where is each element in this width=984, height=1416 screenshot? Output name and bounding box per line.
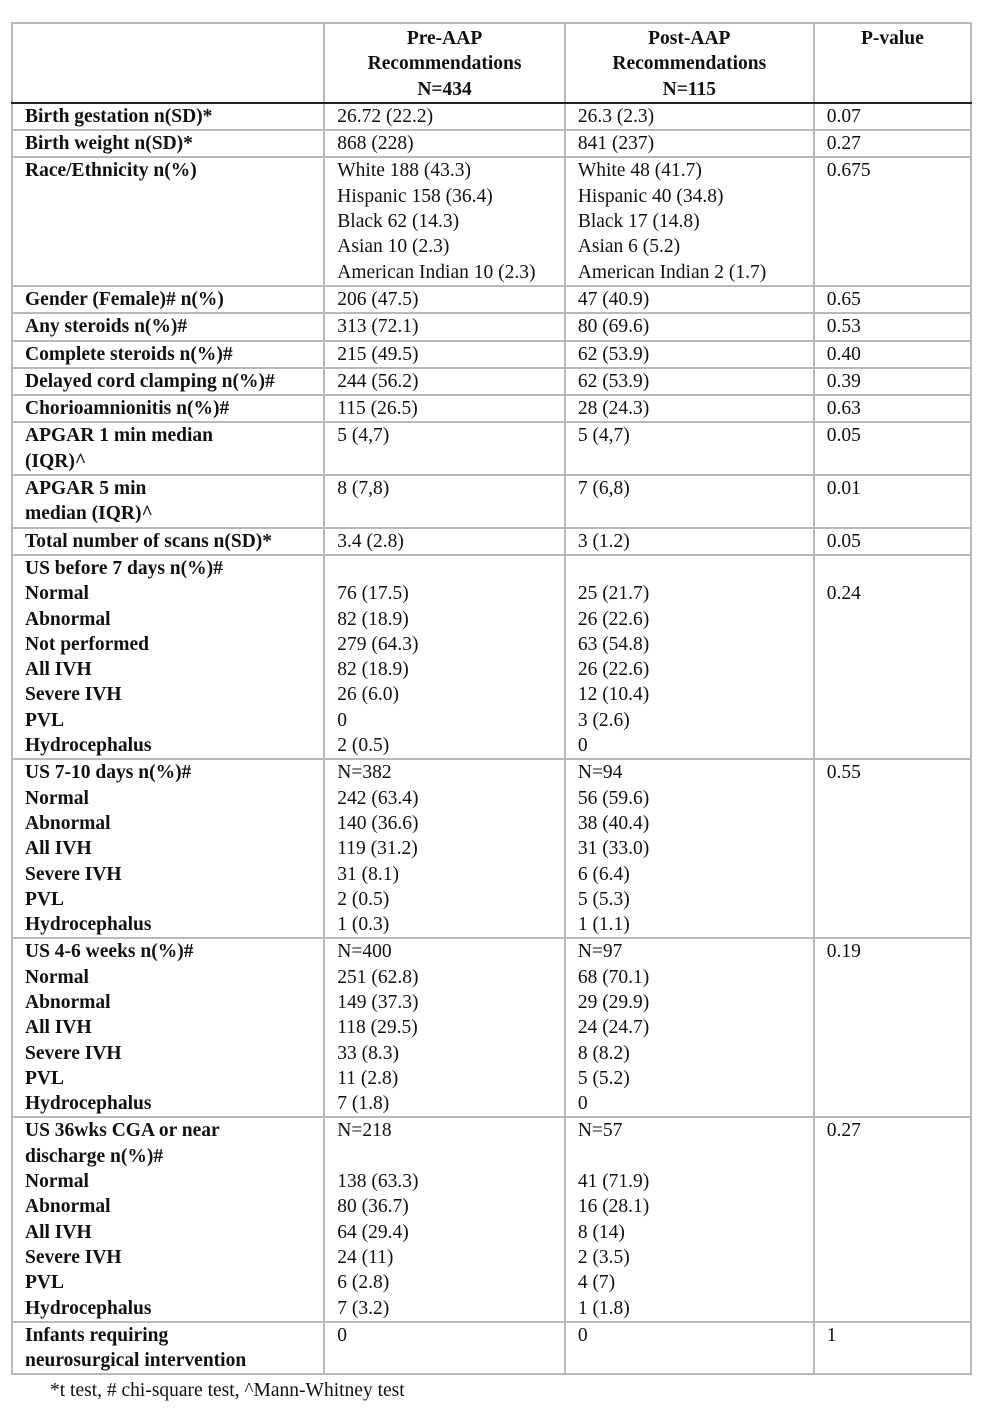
cell-line: 279 (64.3)	[337, 633, 419, 655]
table-footnote: *t test, # chi-square test, ^Mann-Whitney test	[50, 1380, 405, 1401]
cell-line: Gender (Female)# n(%)	[25, 288, 224, 310]
p-value-cell	[814, 103, 971, 130]
table-body	[12, 103, 971, 1375]
cell-line: 11 (2.8)	[337, 1067, 399, 1089]
cell-line: All IVH	[25, 1221, 92, 1243]
cell-line	[337, 556, 564, 581]
pre-aap-cell	[324, 157, 565, 285]
cell-line: 206 (47.5)	[337, 288, 419, 310]
cell-line: 7 (3.2)	[337, 1297, 390, 1319]
cell-line: N=382	[337, 762, 392, 784]
cell-line: 31 (8.1)	[337, 863, 400, 885]
cell-line: 38 (40.4)	[577, 812, 650, 834]
cell-line: 0	[577, 1093, 588, 1115]
cell-line: 115 (26.5)	[337, 398, 418, 420]
p-value-cell	[814, 341, 971, 368]
table-row	[12, 341, 971, 368]
cell-line: 3.4 (2.8)	[337, 530, 404, 552]
cell-line: 29 (29.9)	[577, 991, 650, 1013]
p-value-cell	[814, 1322, 971, 1375]
cell-line: Total number of scans n(SD)*	[25, 530, 273, 552]
p-value-cell	[814, 528, 971, 555]
cell-line: Infants requiring	[25, 1324, 169, 1346]
row-label-cell	[12, 313, 324, 340]
cell-line: 3 (2.6)	[577, 709, 630, 731]
cell-line: 5 (5.2)	[577, 1067, 630, 1089]
cell-line: Hispanic 40 (34.8)	[577, 185, 724, 207]
cell-line: 56 (59.6)	[577, 787, 650, 809]
cell-line: discharge n(%)#	[25, 1145, 164, 1167]
cell-line: 33 (8.3)	[337, 1042, 400, 1064]
cell-line: Normal	[25, 1171, 89, 1193]
cell-line: 0.65	[826, 288, 861, 310]
cell-line	[578, 556, 813, 581]
cell-line: 1	[826, 1324, 837, 1346]
header-line: Post-AAP	[648, 28, 731, 49]
cell-line: 63 (54.8)	[577, 633, 650, 655]
pre-aap-cell	[324, 475, 565, 528]
cell-line: Complete steroids n(%)#	[25, 343, 233, 365]
p-value-cell	[814, 1117, 971, 1321]
table-row	[12, 475, 971, 528]
cell-line: 242 (63.4)	[337, 787, 419, 809]
pre-aap-cell	[324, 341, 565, 368]
cell-line: 62 (53.9)	[577, 370, 650, 392]
cell-line: 0	[337, 709, 348, 731]
cell-line: US 7-10 days n(%)#	[25, 762, 192, 784]
cell-line: 31 (33.0)	[577, 838, 650, 860]
cell-line: 0.27	[826, 133, 861, 155]
cell-line: 24 (24.7)	[577, 1017, 650, 1039]
cell-line: 76 (17.5)	[337, 583, 409, 605]
cell-line: 64 (29.4)	[337, 1221, 409, 1243]
cell-line: Asian 6 (5.2)	[577, 236, 681, 258]
post-aap-cell	[565, 103, 814, 130]
cell-line: 0.53	[826, 316, 861, 338]
cell-line: Any steroids n(%)#	[25, 316, 188, 338]
post-aap-cell	[565, 475, 814, 528]
cell-line: 5 (5.3)	[577, 888, 630, 910]
row-label-cell	[12, 157, 324, 285]
cell-line: 0.07	[826, 105, 861, 127]
cell-line: APGAR 5 min	[25, 478, 147, 500]
cell-line: Hydrocephalus	[25, 1297, 152, 1319]
cell-line: American Indian 2 (1.7)	[577, 261, 767, 283]
post-aap-cell	[565, 157, 814, 285]
pre-aap-cell	[324, 528, 565, 555]
cell-line: N=97	[577, 941, 623, 963]
cell-line: 24 (11)	[337, 1246, 394, 1268]
cell-line: 0.05	[826, 425, 861, 447]
cell-line: 26 (22.6)	[577, 608, 650, 630]
pre-aap-cell	[324, 938, 565, 1117]
cell-line: Birth gestation n(SD)*	[25, 105, 213, 127]
cell-line: 26 (22.6)	[577, 659, 650, 681]
cell-line: 149 (37.3)	[337, 991, 419, 1013]
cell-line: 47 (40.9)	[577, 288, 650, 310]
cell-line: Severe IVH	[25, 863, 122, 885]
cell-line: 41 (71.9)	[577, 1171, 650, 1193]
cell-line: 1 (0.3)	[337, 914, 390, 936]
cell-line: 80 (36.7)	[337, 1196, 409, 1218]
cell-line: 0	[577, 1324, 588, 1346]
cell-line: 0.05	[826, 530, 861, 552]
row-label-cell	[12, 103, 324, 130]
header-cell-p-value	[814, 23, 971, 103]
table-row	[12, 555, 971, 759]
cell-line: 0	[337, 1324, 348, 1346]
p-value-cell	[814, 938, 971, 1117]
cell-line: PVL	[25, 709, 64, 731]
cell-line: Chorioamnionitis n(%)#	[25, 398, 230, 420]
cell-line: 2 (0.5)	[337, 888, 390, 910]
cell-line: Black 62 (14.3)	[337, 211, 460, 233]
cell-line: Delayed cord clamping n(%)#	[25, 370, 275, 392]
cell-line: 7 (1.8)	[337, 1093, 390, 1115]
cell-line: 0.55	[826, 762, 861, 784]
pre-aap-cell	[324, 130, 565, 157]
cell-line: Normal	[25, 787, 89, 809]
post-aap-cell	[565, 422, 814, 475]
row-label-cell	[12, 938, 324, 1117]
p-value-cell	[814, 313, 971, 340]
post-aap-cell	[565, 555, 814, 759]
cell-line: 5 (4,7)	[577, 425, 630, 447]
cell-line: PVL	[25, 1067, 64, 1089]
cell-line: N=218	[337, 1120, 392, 1142]
table-row	[12, 759, 971, 938]
cell-line: 0.27	[826, 1120, 861, 1142]
p-value-cell	[814, 395, 971, 422]
cell-line: 8 (8.2)	[577, 1042, 630, 1064]
cell-line: Severe IVH	[25, 1246, 122, 1268]
cell-line: 0.63	[826, 398, 861, 420]
table-row	[12, 286, 971, 313]
post-aap-cell	[565, 759, 814, 938]
pre-aap-cell	[324, 1117, 565, 1321]
cell-line: 12 (10.4)	[577, 684, 650, 706]
cell-line: 2 (0.5)	[337, 735, 390, 757]
post-aap-cell	[565, 1117, 814, 1321]
cell-line: 4 (7)	[577, 1272, 616, 1294]
header-cell-pre-aap	[324, 23, 565, 103]
cell-line: US 36wks CGA or near	[25, 1120, 220, 1142]
pre-aap-cell	[324, 395, 565, 422]
row-label-cell	[12, 395, 324, 422]
cell-line: N=400	[337, 941, 392, 963]
cell-line: Abnormal	[25, 608, 111, 630]
cell-line: 26 (6.0)	[337, 684, 400, 706]
post-aap-cell	[565, 341, 814, 368]
p-value-cell	[814, 475, 971, 528]
cell-line: 82 (18.9)	[337, 608, 409, 630]
cell-line: APGAR 1 min median	[25, 425, 213, 447]
cell-line: 251 (62.8)	[337, 966, 419, 988]
cell-line: Not performed	[25, 633, 149, 655]
post-aap-cell	[565, 286, 814, 313]
row-label-cell	[12, 1322, 324, 1375]
post-aap-cell	[565, 528, 814, 555]
cell-line: 16 (28.1)	[577, 1196, 650, 1218]
cell-line: 6 (6.4)	[577, 863, 630, 885]
header-row	[12, 23, 971, 103]
cell-line: All IVH	[25, 659, 92, 681]
cell-line: 868 (228)	[337, 133, 414, 155]
cell-line: 8 (14)	[577, 1221, 625, 1243]
cell-line: 118 (29.5)	[337, 1017, 418, 1039]
table-row	[12, 130, 971, 157]
table-row	[12, 422, 971, 475]
pre-aap-cell	[324, 368, 565, 395]
row-label-cell	[12, 555, 324, 759]
cell-line: American Indian 10 (2.3)	[337, 261, 536, 283]
cell-line: 6 (2.8)	[337, 1272, 390, 1294]
cell-line: Hispanic 158 (36.4)	[337, 185, 493, 207]
pre-aap-cell	[324, 422, 565, 475]
cell-line: 0	[577, 735, 588, 757]
table-row	[12, 1117, 971, 1321]
p-value-cell	[814, 130, 971, 157]
cell-line: 5 (4,7)	[337, 425, 390, 447]
p-value-cell	[814, 555, 971, 759]
cell-line: PVL	[25, 888, 64, 910]
cell-line: 0.39	[826, 370, 861, 392]
table-row	[12, 395, 971, 422]
cell-line	[827, 556, 970, 581]
cell-line: All IVH	[25, 838, 92, 860]
header-line: N=115	[662, 78, 716, 100]
row-label-cell	[12, 759, 324, 938]
cell-line: Abnormal	[25, 1196, 111, 1218]
cell-line: Black 17 (14.8)	[577, 211, 700, 233]
header-line: Recommendations	[367, 53, 522, 75]
cell-line: neurosurgical intervention	[25, 1350, 247, 1372]
header-line: N=434	[417, 78, 472, 100]
row-label-cell	[12, 368, 324, 395]
cell-line: White 188 (43.3)	[337, 160, 472, 182]
cell-line: Normal	[25, 583, 89, 605]
cell-line: US before 7 days n(%)#	[25, 557, 223, 579]
post-aap-cell	[565, 368, 814, 395]
pre-aap-cell	[324, 286, 565, 313]
header-cell-blank	[12, 23, 324, 103]
cell-line: N=57	[577, 1120, 623, 1142]
row-label-cell	[12, 130, 324, 157]
cell-line: Hydrocephalus	[25, 914, 152, 936]
row-label-cell	[12, 475, 324, 528]
cell-line: 82 (18.9)	[337, 659, 409, 681]
cell-line: N=94	[577, 762, 623, 784]
cell-line: White 48 (41.7)	[577, 160, 702, 182]
table-row	[12, 103, 971, 130]
row-label-cell	[12, 422, 324, 475]
cell-line: 0.675	[826, 160, 871, 182]
cell-line: 28 (24.3)	[577, 398, 650, 420]
table-row	[12, 1322, 971, 1375]
cell-line: US 4-6 weeks n(%)#	[25, 941, 194, 963]
cell-line: 7 (6,8)	[577, 478, 630, 500]
table-row	[12, 157, 971, 285]
row-label-cell	[12, 528, 324, 555]
table-row	[12, 528, 971, 555]
cell-line: 140 (36.6)	[337, 812, 419, 834]
cell-line: Hydrocephalus	[25, 1093, 152, 1115]
p-value-cell	[814, 759, 971, 938]
cell-line: Severe IVH	[25, 1042, 122, 1064]
cell-line: 25 (21.7)	[577, 583, 650, 605]
row-label-cell	[12, 1117, 324, 1321]
header-line: Recommendations	[612, 53, 767, 75]
cell-line: 841 (237)	[577, 133, 655, 155]
cell-line: 2 (3.5)	[577, 1246, 630, 1268]
cell-line: Birth weight n(SD)*	[25, 133, 193, 155]
p-value-cell	[814, 368, 971, 395]
cell-line: 0.01	[826, 478, 861, 500]
cell-line: Asian 10 (2.3)	[337, 236, 450, 258]
cell-line: All IVH	[25, 1017, 92, 1039]
cell-line: Abnormal	[25, 991, 111, 1013]
cell-line: 138 (63.3)	[337, 1171, 419, 1193]
cell-line: median (IQR)^	[25, 503, 153, 525]
header-line: P-value	[860, 28, 924, 49]
cell-line: 3 (1.2)	[577, 530, 630, 552]
p-value-cell	[814, 422, 971, 475]
cell-line: Abnormal	[25, 812, 111, 834]
cell-line: 26.72 (22.2)	[337, 105, 434, 127]
pre-aap-cell	[324, 759, 565, 938]
cell-line: 62 (53.9)	[577, 343, 650, 365]
p-value-cell	[814, 286, 971, 313]
cell-line: Severe IVH	[25, 684, 122, 706]
cell-line: 0.24	[826, 583, 861, 605]
cell-line: (IQR)^	[25, 450, 87, 472]
pre-aap-cell	[324, 1322, 565, 1375]
post-aap-cell	[565, 395, 814, 422]
pre-aap-cell	[324, 103, 565, 130]
row-label-cell	[12, 341, 324, 368]
p-value-cell	[814, 157, 971, 285]
cell-line: 215 (49.5)	[337, 343, 419, 365]
header-cell-post-aap	[565, 23, 814, 103]
pre-aap-cell	[324, 313, 565, 340]
cell-line: 1 (1.1)	[577, 914, 630, 936]
cell-line: PVL	[25, 1272, 64, 1294]
cell-line: 68 (70.1)	[577, 966, 650, 988]
cell-line: 8 (7,8)	[337, 478, 390, 500]
cell-line: 313 (72.1)	[337, 316, 419, 338]
header-blank-line	[17, 26, 319, 51]
cell-line	[337, 1144, 564, 1169]
table-row	[12, 368, 971, 395]
post-aap-cell	[565, 313, 814, 340]
cell-line: 0.40	[826, 343, 861, 365]
post-aap-cell	[565, 938, 814, 1117]
cell-line: Hydrocephalus	[25, 735, 152, 757]
cell-line: Race/Ethnicity n(%)	[25, 160, 197, 182]
post-aap-cell	[565, 130, 814, 157]
post-aap-cell	[565, 1322, 814, 1375]
cell-line: 80 (69.6)	[577, 316, 650, 338]
results-table	[11, 22, 972, 1375]
table-row	[12, 313, 971, 340]
cell-line: Normal	[25, 966, 89, 988]
cell-line	[578, 1144, 813, 1169]
cell-line: 1 (1.8)	[577, 1297, 630, 1319]
header-line: Pre-AAP	[406, 28, 483, 49]
cell-line: 0.19	[826, 941, 861, 963]
row-label-cell	[12, 286, 324, 313]
cell-line: 244 (56.2)	[337, 370, 419, 392]
cell-line: 26.3 (2.3)	[577, 105, 655, 127]
cell-line: 119 (31.2)	[337, 838, 418, 860]
pre-aap-cell	[324, 555, 565, 759]
table-row	[12, 938, 971, 1117]
